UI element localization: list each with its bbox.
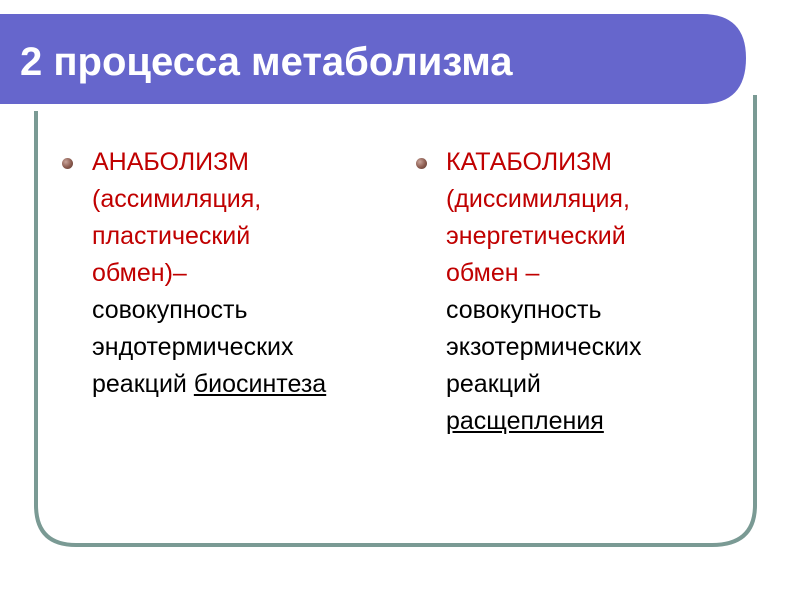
anabolism-definition-2: эндотермических: [92, 333, 294, 361]
anabolism-synonym-3: обмен)–: [92, 259, 187, 287]
catabolism-bullet-item: [416, 144, 746, 440]
slide-title: 2 процесса метаболизма: [20, 40, 513, 84]
biosynthesis-term: биосинтеза: [193, 370, 327, 398]
catabolism-synonym-3: обмен –: [446, 259, 540, 287]
anabolism-term: АНАБОЛИЗМ: [92, 148, 249, 176]
catabolism-term: КАТАБОЛИЗМ: [446, 148, 612, 176]
catabolism-definition: совокупность: [446, 296, 602, 324]
anabolism-synonym: (ассимиляция,: [92, 185, 262, 213]
bullet-icon: [62, 158, 73, 169]
catabolism-definition-2: экзотермических: [446, 333, 642, 361]
bullet-icon: [416, 158, 427, 169]
anabolism-definition: совокупность: [92, 296, 248, 324]
anabolism-reactions-text: реакций: [92, 370, 194, 398]
catabolism-synonym-2: энергетический: [446, 222, 626, 250]
catabolism-definition-3: реакций: [446, 370, 541, 398]
anabolism-column: [62, 144, 392, 403]
anabolism-definition-3: [92, 366, 392, 403]
anabolism-bullet-item: [62, 144, 392, 403]
anabolism-synonym-2: пластический: [92, 222, 251, 250]
catabolism-column: [416, 144, 746, 440]
catabolism-synonym: (диссимиляция,: [446, 185, 630, 213]
cleavage-term: расщепления: [446, 407, 604, 435]
